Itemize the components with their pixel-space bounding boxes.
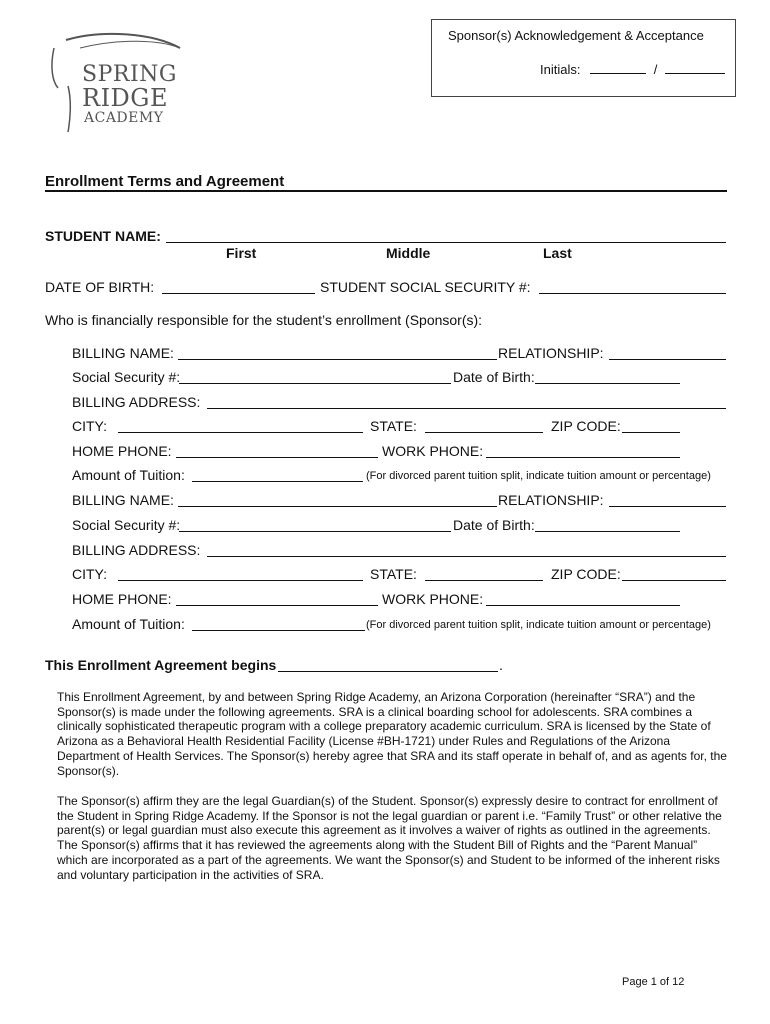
work-phone-field-2[interactable] bbox=[486, 605, 680, 606]
state-field-1[interactable] bbox=[425, 432, 543, 433]
logo-academy: ACADEMY bbox=[84, 110, 164, 126]
social-security-label-1: Social Security #: bbox=[72, 369, 181, 385]
tuition-label-2: Amount of Tuition: bbox=[72, 616, 185, 632]
city-field-1[interactable] bbox=[118, 432, 363, 433]
home-phone-field-2[interactable] bbox=[176, 605, 378, 606]
home-phone-label-2: HOME PHONE: bbox=[72, 591, 172, 607]
work-phone-field-1[interactable] bbox=[486, 457, 680, 458]
logo-spring: SPRING bbox=[82, 62, 177, 87]
initials-field-2[interactable] bbox=[665, 63, 725, 74]
agreement-paragraph-2: The Sponsor(s) affirm they are the legal Guardian(s) of the Student. Sponsor(s) expressly desire to contract for enrollment of the Student in Spring Ridge Academy. If the Sponsor is not the legal guardian or parent i.e. “Family Trust” or other relative the parent(s) or legal guardian must also execute this agreement as it involves a waiver of rights as outlined in the agreements. The Sponsor(s) affirms that it has reviewed the agreements along with the Student Bill of Rights and the “Parent Manual” which are incorporated as a part of the agreements. We want the Sponsor(s) and Student to be informed of the inherent risks and voluntary participation in the activities of SRA. bbox=[57, 794, 722, 882]
billing-name-label-1: BILLING NAME: bbox=[72, 345, 174, 361]
financial-question: Who is financially responsible for the student’s enrollment (Sponsor(s): bbox=[45, 312, 483, 328]
billing-address-field-2[interactable] bbox=[207, 556, 726, 557]
dob-field[interactable] bbox=[162, 293, 315, 294]
first-label: First bbox=[226, 245, 257, 261]
billing-name-label-2: BILLING NAME: bbox=[72, 492, 174, 508]
billing-address-field-1[interactable] bbox=[207, 408, 726, 409]
tuition-note-1: (For divorced parent tuition split, indicate tuition amount or percentage) bbox=[366, 470, 711, 482]
social-security-label-2: Social Security #: bbox=[72, 517, 181, 533]
agreement-begins-period: . bbox=[499, 657, 503, 673]
zip-label-2: ZIP CODE: bbox=[551, 566, 621, 582]
date-of-birth-label-1: Date of Birth: bbox=[453, 369, 535, 385]
home-phone-label-1: HOME PHONE: bbox=[72, 443, 172, 459]
state-field-2[interactable] bbox=[425, 580, 543, 581]
work-phone-label-2: WORK PHONE: bbox=[382, 591, 484, 607]
billing-name-field-1[interactable] bbox=[178, 359, 497, 360]
tuition-field-2[interactable] bbox=[192, 630, 365, 631]
initials-field-1[interactable] bbox=[590, 63, 646, 74]
logo-ridge: RIDGE bbox=[82, 84, 168, 112]
initials-row bbox=[540, 62, 725, 77]
zip-field-2[interactable] bbox=[622, 580, 726, 581]
initials-label: Initials: bbox=[540, 62, 581, 77]
date-of-birth-field-1[interactable] bbox=[535, 383, 680, 384]
agreement-paragraph-1: This Enrollment Agreement, by and between Spring Ridge Academy, an Arizona Corporation (hereinafter “SRA”) and the Sponsor(s) is made under the following agreements. SRA is a clinical boarding school for adolescents. SRA combines a clinically sophisticated therapeutic program with a college preparatory academic curriculum. SRA is licensed by the State of Arizona as a Behavioral Health Residential Facility (License #BH-1721) under Rules and Regulations of the Arizona Department of Health Services. The Sponsor(s) hereby agree that SRA and its staff operate in behalf of, and as agents for, the Sponsor(s). bbox=[57, 690, 727, 778]
last-label: Last bbox=[543, 245, 572, 261]
zip-field-1[interactable] bbox=[622, 432, 680, 433]
sponsor-acknowledgement-box bbox=[431, 19, 736, 97]
state-label-1: STATE: bbox=[370, 418, 417, 434]
relationship-field-2[interactable] bbox=[609, 506, 726, 507]
billing-address-label-2: BILLING ADDRESS: bbox=[72, 542, 201, 558]
city-field-2[interactable] bbox=[118, 580, 363, 581]
state-label-2: STATE: bbox=[370, 566, 417, 582]
student-name-field[interactable] bbox=[166, 242, 726, 243]
tuition-field-1[interactable] bbox=[192, 481, 363, 482]
relationship-field-1[interactable] bbox=[609, 359, 726, 360]
page-number: Page 1 of 12 bbox=[622, 976, 685, 988]
relationship-label-1: RELATIONSHIP: bbox=[498, 345, 604, 361]
student-ssn-field[interactable] bbox=[539, 293, 726, 294]
student-ssn-label: STUDENT SOCIAL SECURITY #: bbox=[320, 279, 531, 295]
city-label-2: CITY: bbox=[72, 566, 108, 582]
date-of-birth-label-2: Date of Birth: bbox=[453, 517, 535, 533]
date-of-birth-field-2[interactable] bbox=[535, 531, 680, 532]
tuition-note-2: (For divorced parent tuition split, indicate tuition amount or percentage) bbox=[366, 619, 711, 631]
dob-label: DATE OF BIRTH: bbox=[45, 279, 155, 295]
page-title: Enrollment Terms and Agreement bbox=[45, 173, 285, 190]
student-name-label: STUDENT NAME: bbox=[45, 228, 161, 244]
title-divider bbox=[45, 190, 727, 192]
home-phone-field-1[interactable] bbox=[176, 457, 378, 458]
middle-label: Middle bbox=[386, 245, 431, 261]
relationship-label-2: RELATIONSHIP: bbox=[498, 492, 604, 508]
tuition-label-1: Amount of Tuition: bbox=[72, 467, 185, 483]
agreement-begins-field[interactable] bbox=[278, 671, 498, 672]
logo bbox=[40, 26, 190, 136]
initials-separator: / bbox=[653, 62, 658, 77]
work-phone-label-1: WORK PHONE: bbox=[382, 443, 484, 459]
billing-name-field-2[interactable] bbox=[178, 506, 497, 507]
agreement-begins-label: This Enrollment Agreement begins bbox=[45, 657, 277, 673]
social-security-field-1[interactable] bbox=[179, 383, 451, 384]
billing-address-label-1: BILLING ADDRESS: bbox=[72, 394, 201, 410]
sponsor-box-title: Sponsor(s) Acknowledgement & Acceptance bbox=[448, 28, 704, 43]
zip-label-1: ZIP CODE: bbox=[551, 418, 621, 434]
city-label-1: CITY: bbox=[72, 418, 108, 434]
social-security-field-2[interactable] bbox=[179, 531, 451, 532]
